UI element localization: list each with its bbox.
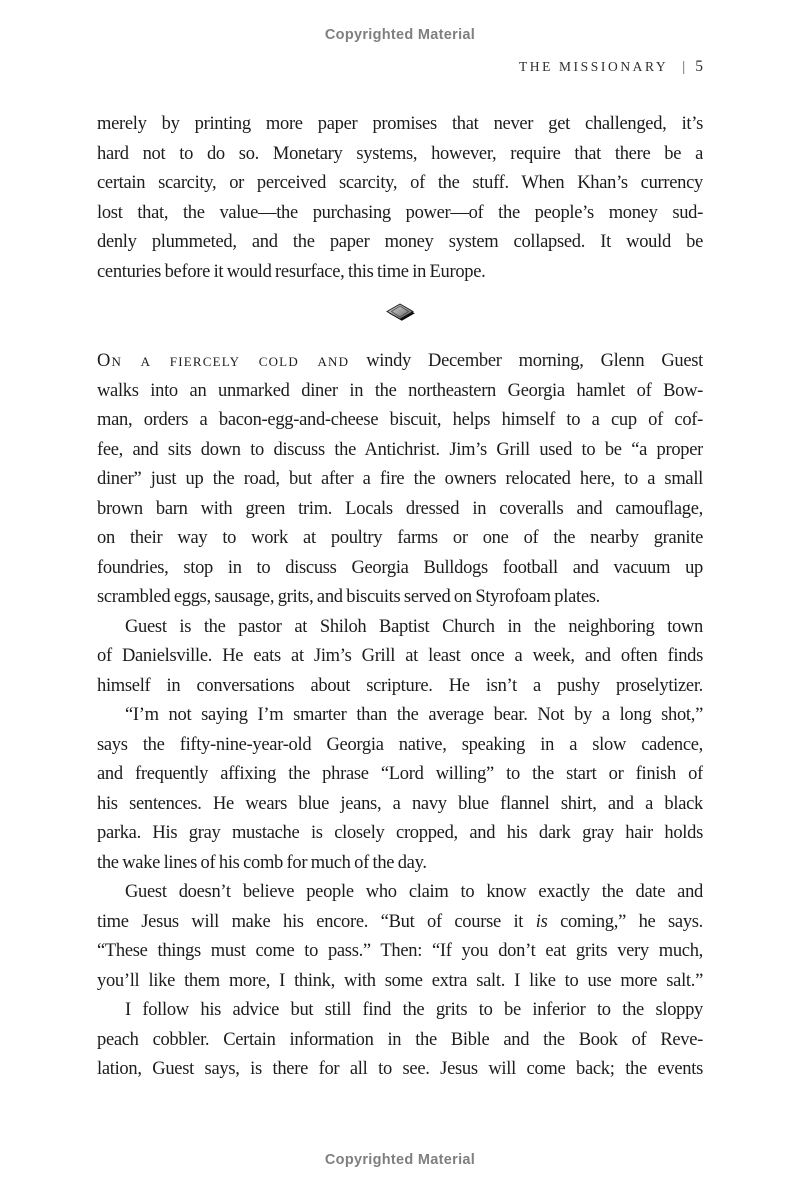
- section-divider: [97, 287, 703, 347]
- text-line: parka. His gray mustache is closely cropped, and his dark gray hair holds: [97, 823, 703, 843]
- text-line: fee, and sits down to discuss the Antichrist. Jim’s Grill used to be “a proper: [97, 439, 703, 460]
- italic-text: is: [535, 911, 548, 932]
- text-line: hard not to do so. Monetary systems, however, require that there be a: [97, 143, 703, 164]
- text-line: his sentences. He wears blue jeans, a navy blue flannel shirt, and a black: [97, 793, 703, 814]
- header-separator: |: [682, 59, 686, 75]
- text-line: walks into an unmarked diner in the northeastern Georgia hamlet of Bow-: [97, 380, 703, 401]
- chapter-title: THE MISSIONARY: [518, 59, 669, 74]
- text-line: On a fiercely cold and windy December morning, Glenn Guest: [97, 351, 703, 371]
- body-text: [97, 110, 703, 1085]
- text-line: brown barn with green trim. Locals dressed in coveralls and camouflage,: [97, 498, 703, 519]
- paragraph: [97, 996, 703, 1085]
- text-line: you’ll like them more, I think, with some extra salt. I like to use more salt.”: [97, 970, 703, 991]
- text-section-2: [97, 347, 703, 1085]
- text-line: Guest is the pastor at Shiloh Baptist Church in the neighboring town: [125, 616, 703, 637]
- text-line: on their way to work at poultry farms or one of the nearby granite: [97, 528, 703, 548]
- text-line: man, orders a bacon-egg-and-cheese biscuit, helps himself to a cup of cof-: [97, 410, 703, 430]
- text-line: lost that, the value—the purchasing power—of the people’s money sud-: [97, 202, 703, 223]
- text-line: foundries, stop in to discuss Georgia Bulldogs football and vacuum up: [97, 557, 703, 578]
- text-line: lation, Guest says, is there for all to see. Jesus will come back; the events: [97, 1059, 703, 1079]
- text-line: peach cobbler. Certain information in the Bible and the Book of Reve-: [97, 1029, 703, 1050]
- copyright-watermark-top: Copyrighted Material: [324, 27, 476, 43]
- text-line: time Jesus will make his encore. “But of course it is coming,” he says.: [97, 911, 703, 932]
- text-line: Guest doesn’t believe people who claim to know exactly the date and: [125, 882, 703, 902]
- text-line: diner” just up the road, but after a fire the owners relocated here, to a small: [97, 469, 703, 489]
- paragraph: [97, 878, 703, 996]
- text-line: the wake lines of his comb for much of the day.: [97, 852, 427, 873]
- text-line: centuries before it would resurface, this time in Europe.: [97, 261, 486, 282]
- paragraph: [97, 613, 703, 702]
- paragraph: [97, 347, 703, 613]
- text-line: denly plummeted, and the paper money system collapsed. It would be: [97, 232, 703, 252]
- diamond-icon: [384, 302, 416, 333]
- page-number: 5: [695, 58, 703, 75]
- text-section-1: [97, 110, 703, 287]
- text-line: and frequently affixing the phrase “Lord willing” to the start or finish of: [97, 764, 703, 784]
- text-line: himself in conversations about scripture. He isn’t a pushy proselytizer.: [97, 675, 703, 696]
- text-line: “These things must come to pass.” Then: “If you don’t eat grits very much,: [97, 941, 703, 961]
- text-line: merely by printing more paper promises that never get challenged, it’s: [97, 114, 703, 134]
- paragraph: [97, 701, 703, 878]
- paragraph: [97, 110, 703, 287]
- text-line: “I’m not saying I’m smarter than the average bear. Not by a long shot,”: [125, 705, 703, 725]
- copyright-watermark-bottom: Copyrighted Material: [324, 1152, 476, 1168]
- text-line: scrambled eggs, sausage, grits, and biscuits served on Styrofoam plates.: [97, 587, 600, 607]
- text-line: says the fifty-nine-year-old Georgia native, speaking in a slow cadence,: [97, 734, 703, 755]
- text-line: certain scarcity, or perceived scarcity, of the stuff. When Khan’s currency: [97, 173, 703, 193]
- small-caps-opener: On a fiercely cold and: [97, 351, 350, 371]
- running-header: [97, 58, 703, 76]
- text-line: of Danielsville. He eats at Jim’s Grill at least once a week, and often finds: [97, 646, 703, 666]
- text-line: I follow his advice but still find the grits to be inferior to the sloppy: [125, 1000, 703, 1020]
